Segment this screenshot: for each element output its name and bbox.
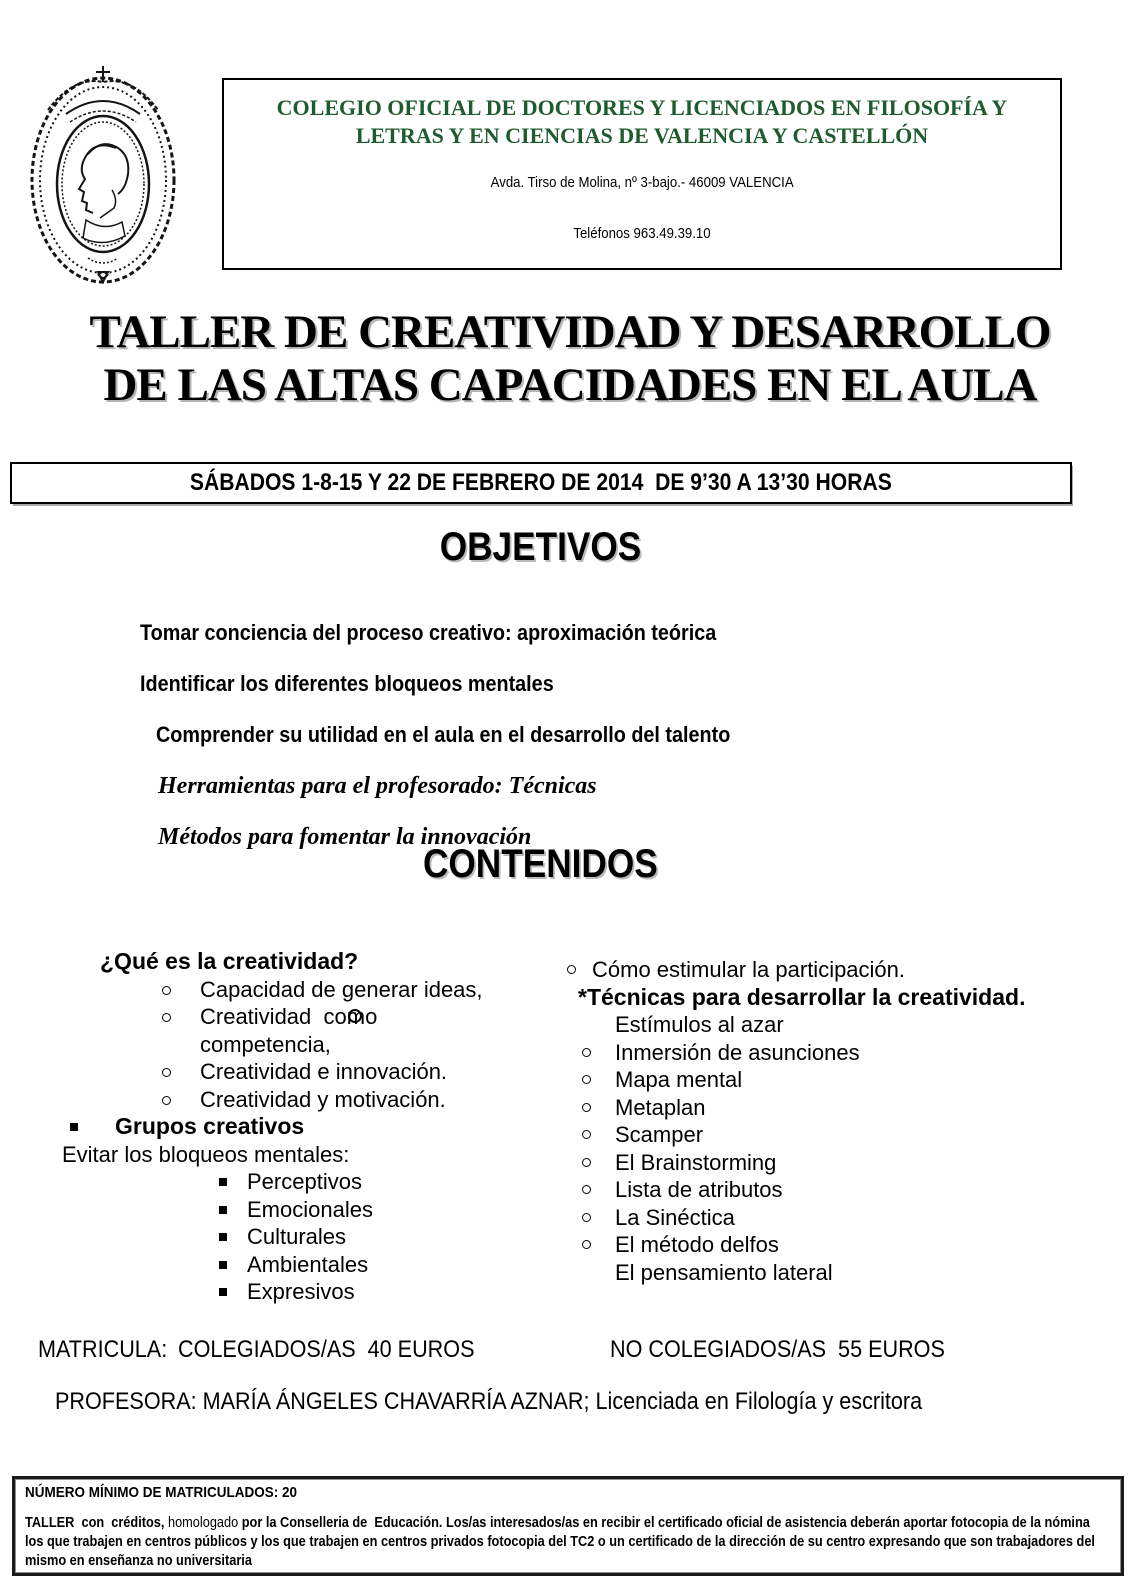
grupos-creativos-heading: Grupos creativos bbox=[62, 1113, 542, 1141]
participacion-line: Cómo estimular la participación. bbox=[565, 956, 1130, 984]
matricula-line bbox=[0, 1336, 1140, 1366]
objetivos-list bbox=[140, 620, 794, 875]
list-item: Perceptivos bbox=[62, 1168, 542, 1196]
page-title bbox=[0, 306, 1140, 412]
matricula-label: MATRICULA: bbox=[38, 1336, 168, 1363]
footer-paragraph-regular-word: homologado bbox=[167, 1515, 239, 1531]
list-item: Mapa mental bbox=[565, 1066, 1130, 1094]
circle-bullet-icon bbox=[582, 1103, 591, 1112]
list-item: Creatividad y motivación. bbox=[62, 1086, 542, 1114]
page-title-line1: TALLER DE CREATIVIDAD Y DESARROLLO bbox=[89, 306, 1051, 358]
objetivo-item: Tomar conciencia del proceso creativo: aproximación teórica bbox=[140, 620, 717, 645]
list-item: Ambientales bbox=[62, 1251, 542, 1279]
header-box bbox=[222, 78, 1062, 270]
list-item: Scamper bbox=[565, 1121, 1130, 1149]
footer-info-box bbox=[12, 1476, 1124, 1576]
square-bullet-icon bbox=[70, 1123, 78, 1131]
square-bullet-icon bbox=[219, 1233, 227, 1241]
circle-bullet-icon bbox=[162, 1013, 171, 1022]
colegio-seal-logo bbox=[28, 62, 178, 290]
objetivo-item-italic: Métodos para fomentar la innovación bbox=[158, 824, 532, 850]
org-address: Avda. Tirso de Molina, nº 3-bajo.- 46009 VALENCIA bbox=[490, 174, 794, 191]
circle-bullet-icon bbox=[162, 1096, 171, 1105]
contenidos-left-column bbox=[62, 948, 542, 1306]
list-item: Capacidad de generar ideas, bbox=[62, 976, 542, 1004]
tecnicas-heading: *Técnicas para desarrollar la creatividad. bbox=[578, 983, 1026, 1010]
min-matriculados-line: NÚMERO MÍNIMO DE MATRICULADOS: 20 bbox=[25, 1484, 298, 1501]
list-item: El Brainstorming bbox=[565, 1149, 1130, 1177]
schedule-text: SÁBADOS 1-8-15 Y 22 DE FEBRERO DE 2014 DE 9’30 A 13’30 HORAS bbox=[190, 469, 892, 496]
question-heading: ¿Qué es la creatividad? bbox=[100, 948, 359, 974]
circle-bullet-icon bbox=[582, 1158, 591, 1167]
org-name-line1: COLEGIO OFICIAL DE DOCTORES Y LICENCIADOS EN FILOSOFÍA Y bbox=[276, 95, 1008, 120]
pensamiento-lateral-line: El pensamiento lateral bbox=[615, 1259, 833, 1285]
evitar-bloqueos-line: Evitar los bloqueos mentales: bbox=[62, 1141, 350, 1167]
list-item: Lista de atributos bbox=[565, 1176, 1130, 1204]
list-item: El método delfos bbox=[565, 1231, 1130, 1259]
bloqueos-sub-list bbox=[62, 1168, 542, 1306]
org-phones: Teléfonos 963.49.39.10 bbox=[573, 225, 711, 242]
circle-bullet-icon bbox=[567, 965, 576, 974]
matricula-no-colegiados: NO COLEGIADOS/AS 55 EUROS bbox=[610, 1336, 945, 1363]
list-item: Emocionales bbox=[62, 1196, 542, 1224]
circle-bullet-icon bbox=[162, 1068, 171, 1077]
square-bullet-icon bbox=[219, 1178, 227, 1186]
objetivo-item: Identificar los diferentes bloqueos mentales bbox=[140, 671, 554, 696]
page-title-line2: DE LAS ALTAS CAPACIDADES EN EL AULA bbox=[103, 359, 1037, 411]
creatividad-bullet-list bbox=[62, 976, 542, 1114]
profesora-line: PROFESORA: MARÍA ÁNGELES CHAVARRÍA AZNAR; Licenciada en Filología y escritora bbox=[55, 1388, 923, 1415]
objetivo-item-italic: Herramientas para el profesorado: Técnicas bbox=[158, 773, 597, 799]
list-item: Expresivos bbox=[62, 1278, 542, 1306]
contenidos-heading: CONTENIDOS bbox=[422, 842, 658, 886]
list-item: Creatividad e innovación. bbox=[62, 1058, 542, 1086]
circle-bullet-icon bbox=[582, 1240, 591, 1249]
org-name bbox=[224, 94, 1060, 150]
list-item: La Sinéctica bbox=[565, 1204, 1130, 1232]
circle-bullet-icon bbox=[582, 1075, 591, 1084]
square-bullet-icon bbox=[219, 1206, 227, 1214]
footer-paragraph-bold-rest: por la Conselleria de Educación. Los/as interesados/as en recibir el certificado oficial de asistencia deberán aportar fotocopia de la nómina los que trabajen en centros públicos y los que trabajen en centros privados fotocopia del TC2 o un certificado de la dirección de su centro expresando que son trabajadores del mismo en enseñanza no universitaria bbox=[25, 1515, 1095, 1569]
footer-paragraph-bold-start: TALLER con créditos, bbox=[25, 1515, 168, 1531]
circle-bullet-icon bbox=[162, 986, 171, 995]
circle-bullet-icon bbox=[582, 1130, 591, 1139]
seal-emblem-icon bbox=[28, 62, 178, 290]
schedule-bar bbox=[10, 462, 1072, 504]
circle-bullet-icon bbox=[582, 1213, 591, 1222]
square-bullet-icon bbox=[219, 1261, 227, 1269]
circle-bullet-icon bbox=[582, 1048, 591, 1057]
org-name-line2: LETRAS Y EN CIENCIAS DE VALENCIA Y CASTELLÓN bbox=[355, 123, 929, 148]
footer-paragraph bbox=[25, 1514, 1111, 1571]
list-item: Creatividad como competencia, bbox=[62, 1003, 542, 1058]
objetivo-item: Comprender su utilidad en el aula en el desarrollo del talento bbox=[156, 722, 731, 747]
circle-bullet-icon bbox=[582, 1185, 591, 1194]
estimulos-line: Estímulos al azar bbox=[615, 1012, 784, 1037]
matricula-colegiados: COLEGIADOS/AS 40 EUROS bbox=[178, 1336, 475, 1363]
square-bullet-icon bbox=[219, 1288, 227, 1296]
list-item: Culturales bbox=[62, 1223, 542, 1251]
stray-circle-artifact bbox=[348, 1009, 362, 1023]
list-item: Inmersión de asunciones bbox=[565, 1039, 1130, 1067]
objetivos-heading: OBJETIVOS bbox=[439, 525, 641, 569]
list-item: Metaplan bbox=[565, 1094, 1130, 1122]
contenidos-right-column bbox=[565, 956, 1130, 1286]
tecnicas-bullet-list bbox=[565, 1039, 1130, 1259]
